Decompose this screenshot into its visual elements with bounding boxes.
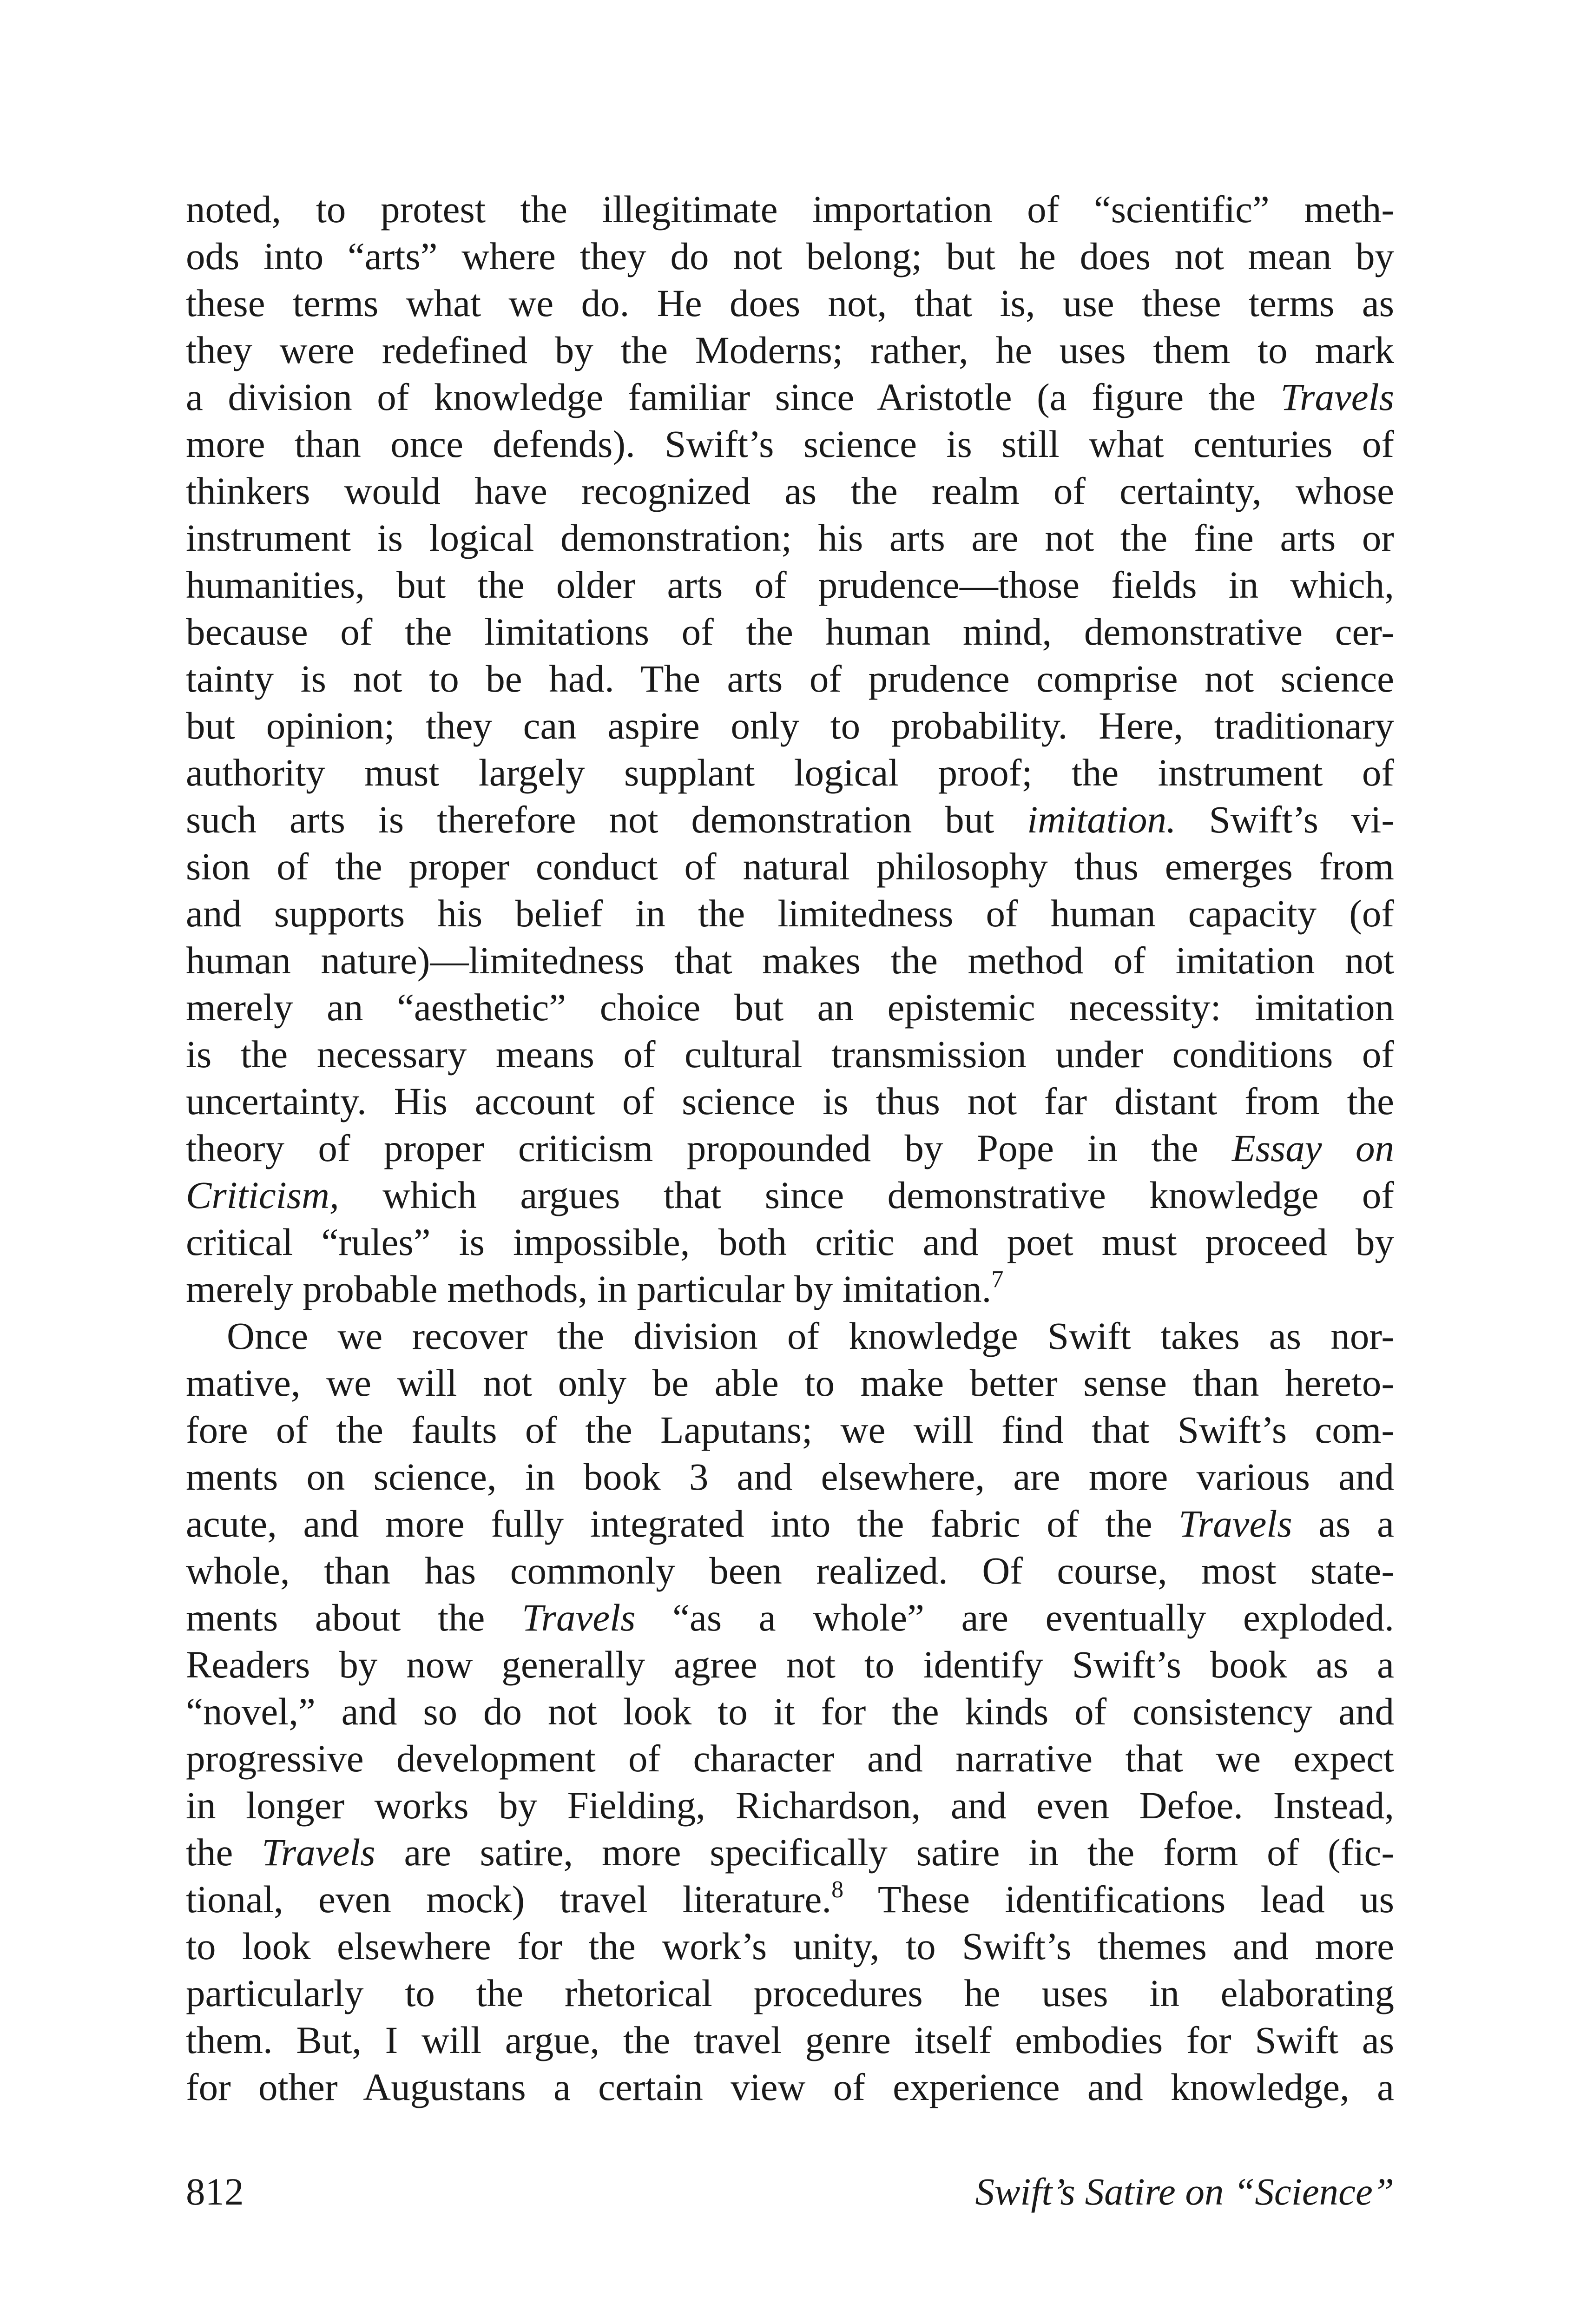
text-line [186, 327, 1394, 374]
italic-text: Travels [1178, 1502, 1292, 1545]
text-segment: sion of the proper conduct of natural philosophy thus emerges from [186, 845, 1394, 888]
text-segment: are satire, more specifically satire in the form of (fic- [375, 1831, 1394, 1874]
text-line [186, 2017, 1394, 2064]
text-line [186, 1782, 1394, 1829]
footnote-marker: 7 [991, 1266, 1004, 1293]
text-segment: ods into “arts” where they do not belong; but he does not mean by [186, 235, 1394, 277]
text-line [186, 374, 1394, 421]
text-segment: uncertainty. His account of science is thus not far distant from the [186, 1080, 1394, 1122]
text-line [186, 1688, 1394, 1735]
text-segment: these terms what we do. He does not, that is, use these terms as [186, 282, 1394, 324]
text-line [186, 937, 1394, 984]
text-segment: more than once defends). Swift’s science is still what centuries of [186, 423, 1394, 465]
text-line [186, 1641, 1394, 1688]
text-segment: Once we recover the division of knowledge Swift takes as nor- [227, 1314, 1394, 1357]
text-line [186, 749, 1394, 796]
text-line [186, 1547, 1394, 1594]
text-segment: “as a whole” are eventually exploded. [635, 1596, 1394, 1639]
text-segment: These identifications lead us [843, 1878, 1394, 1921]
italic-text: imitation. [1027, 798, 1176, 841]
text-line [186, 984, 1394, 1031]
text-segment: they were redefined by the Moderns; rather, he uses them to mark [186, 329, 1394, 371]
text-segment: a division of knowledge familiar since Aristotle (a figure the [186, 376, 1281, 418]
text-segment: such arts is therefore not demonstration but [186, 798, 1027, 841]
text-segment: thinkers would have recognized as the realm of certainty, whose [186, 469, 1394, 512]
text-segment: acute, and more fully integrated into the fabric of the [186, 1502, 1179, 1545]
text-line [186, 1219, 1394, 1266]
text-line [186, 1829, 1394, 1876]
text-line [186, 468, 1394, 515]
page-footer [186, 2166, 1394, 2217]
text-line [186, 561, 1394, 608]
footnote-marker: 8 [831, 1876, 844, 1903]
text-segment: progressive development of character and narrative that we expect [186, 1737, 1394, 1780]
text-segment: tional, even mock) travel literature. [186, 1878, 832, 1921]
text-line [186, 1172, 1394, 1219]
text-line [186, 702, 1394, 749]
italic-text: Criticism, [186, 1174, 339, 1216]
text-line [186, 1266, 1394, 1313]
text-segment: “novel,” and so do not look to it for the kinds of consistency and [186, 1690, 1394, 1733]
text-line [186, 421, 1394, 468]
text-segment: ments about the [186, 1596, 522, 1639]
text-line [186, 515, 1394, 561]
text-line [186, 1500, 1394, 1547]
text-line [186, 186, 1394, 233]
text-line [186, 655, 1394, 702]
italic-text: Travels [1280, 376, 1394, 418]
text-line [186, 1313, 1394, 1360]
text-line [186, 1360, 1394, 1406]
text-line [186, 1031, 1394, 1078]
text-segment: merely probable methods, in particular by imitation. [186, 1268, 992, 1310]
text-line [186, 1876, 1394, 1923]
text-segment: instrument is logical demonstration; his arts are not the fine arts or [186, 516, 1394, 559]
text-segment: for other Augustans a certain view of experience and knowledge, a [186, 2066, 1394, 2108]
text-segment: to look elsewhere for the work’s unity, to Swift’s themes and more [186, 1925, 1394, 1967]
italic-text: Travels [262, 1831, 375, 1874]
text-segment: the [186, 1831, 262, 1874]
body-text [186, 186, 1394, 2111]
italic-text: Essay on [1232, 1127, 1395, 1169]
text-line [186, 1125, 1394, 1172]
text-segment: ments on science, in book 3 and elsewhere, are more various and [186, 1455, 1394, 1498]
text-line [186, 608, 1394, 655]
text-segment: which argues that since demonstrative knowledge of [339, 1174, 1394, 1216]
text-line [186, 1923, 1394, 1970]
page-number: 812 [186, 2170, 244, 2213]
text-segment: fore of the faults of the Laputans; we will find that Swift’s com- [186, 1408, 1394, 1451]
text-line [186, 1735, 1394, 1782]
text-segment: mative, we will not only be able to make better sense than hereto- [186, 1361, 1394, 1404]
text-segment: humanities, but the older arts of prudence—those fields in which, [186, 563, 1394, 606]
text-line [186, 1970, 1394, 2017]
text-segment: because of the limitations of the human mind, demonstrative cer- [186, 610, 1394, 653]
text-segment: Swift’s vi- [1176, 798, 1394, 841]
text-line [186, 2064, 1394, 2111]
text-line [186, 1453, 1394, 1500]
text-segment: them. But, I will argue, the travel genre itself embodies for Swift as [186, 2019, 1394, 2061]
text-line [186, 843, 1394, 890]
text-segment: tainty is not to be had. The arts of prudence comprise not science [186, 657, 1394, 700]
text-segment: theory of proper criticism propounded by Pope in the [186, 1127, 1232, 1169]
text-line [186, 1594, 1394, 1641]
text-line [186, 1078, 1394, 1125]
text-line [186, 280, 1394, 327]
text-segment: noted, to protest the illegitimate importation of “scientific” meth- [186, 188, 1394, 231]
text-segment: authority must largely supplant logical proof; the instrument of [186, 751, 1394, 794]
running-title: Swift’s Satire on “Science” [975, 2170, 1394, 2213]
text-segment: human nature)—limitedness that makes the method of imitation not [186, 939, 1394, 982]
text-line [186, 1406, 1394, 1453]
italic-text: Travels [522, 1596, 636, 1639]
text-line [186, 890, 1394, 937]
text-segment: particularly to the rhetorical procedures he uses in elaborating [186, 1972, 1394, 2014]
text-segment: as a [1292, 1502, 1394, 1545]
text-segment: but opinion; they can aspire only to probability. Here, traditionary [186, 704, 1394, 747]
text-segment: is the necessary means of cultural transmission under conditions of [186, 1033, 1394, 1076]
text-segment: in longer works by Fielding, Richardson, and even Defoe. Instead, [186, 1784, 1394, 1827]
text-line [186, 796, 1394, 843]
text-line [186, 233, 1394, 280]
text-segment: and supports his belief in the limitedness of human capacity (of [186, 892, 1394, 935]
text-segment: merely an “aesthetic” choice but an epistemic necessity: imitation [186, 986, 1394, 1029]
text-segment: whole, than has commonly been realized. Of course, most state- [186, 1549, 1394, 1592]
text-segment: Readers by now generally agree not to identify Swift’s book as a [186, 1643, 1394, 1686]
text-segment: critical “rules” is impossible, both critic and poet must proceed by [186, 1221, 1394, 1263]
